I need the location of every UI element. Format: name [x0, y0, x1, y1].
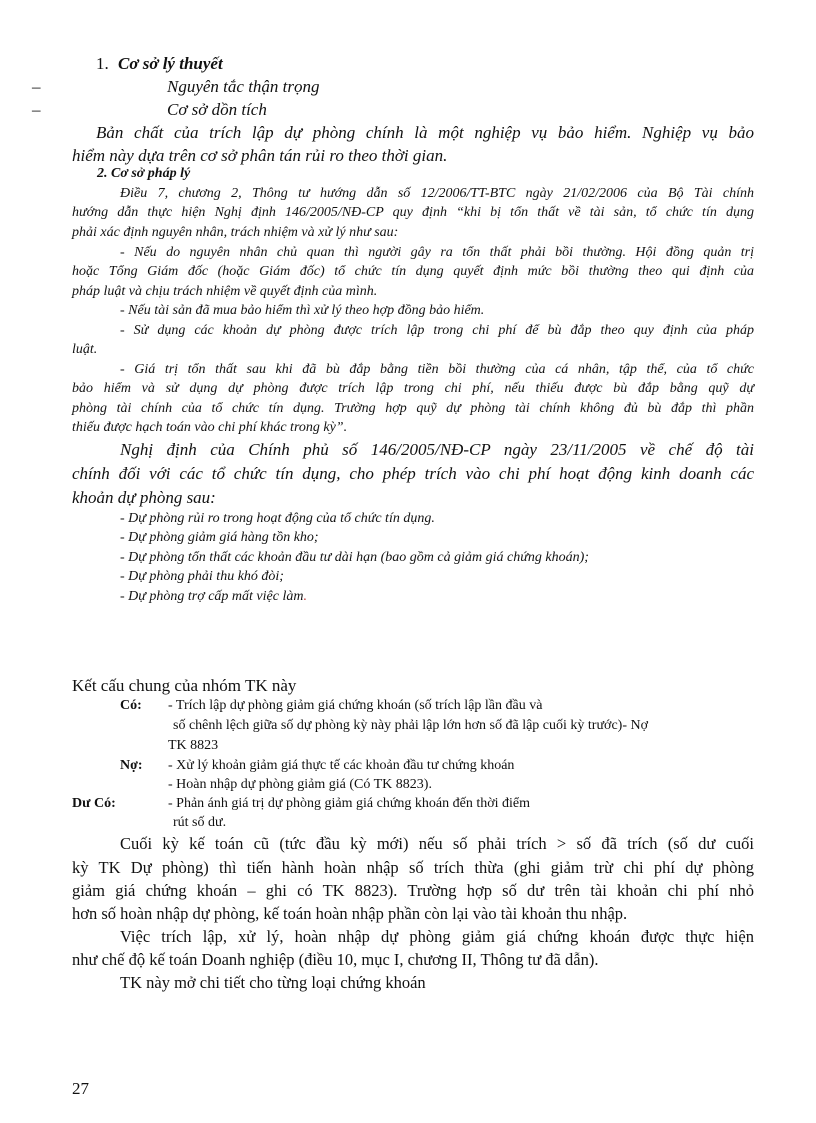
quote-line: - Nếu do nguyên nhân chủ quan thì người gây ra tổn thất phải bồi thường. Hội đồng quản trị: [120, 245, 754, 260]
section-title: Cơ sở lý thuyết: [118, 54, 223, 73]
structure-heading: Kết cấu chung của nhóm TK này: [72, 676, 297, 695]
no-line: - Xử lý khoản giảm giá thực tế các khoản đầu tư chứng khoán: [168, 758, 515, 773]
provision-item: - Dự phòng rủi ro trong hoạt động của tổ chức tín dụng.: [120, 511, 435, 526]
page-number: 27: [72, 1079, 89, 1098]
decree-line: chính đối với các tổ chức tín dụng, cho phép trích vào chi phí hoạt động kinh doanh các: [72, 464, 754, 483]
quote-line: bảo hiểm và sử dụng dự phòng được trích lập trong chi phí, nếu thiếu được bù đắp bằng quỹ dự: [72, 381, 754, 396]
decree-line: Nghị định của Chính phủ số 146/2005/NĐ-CP ngày 23/11/2005 về chế độ tài: [120, 440, 754, 459]
quote-line: luật.: [72, 342, 98, 357]
provision-item: - Dự phòng giảm giá hàng tồn kho;: [120, 530, 319, 545]
quote-line: - Sử dụng các khoản dự phòng được trích lập trong chi phí để bù đắp theo quy định của pháp: [120, 323, 754, 338]
quote-line: Điều 7, chương 2, Thông tư hướng dẫn số 12/2006/TT-BTC ngày 21/02/2006 của Bộ Tài chính: [120, 186, 754, 201]
quote-line: phòng tài chính của tổ chức tín dụng. Trường hợp quỹ dự phòng tài chính không đủ bù đắp thì phần: [72, 401, 754, 416]
co-line: - Trích lập dự phòng giảm giá chứng khoán (số trích lập lần đầu và: [168, 698, 543, 713]
provision-end-period: .: [303, 589, 307, 604]
provision-item: - Dự phòng phải thu khó đòi;: [120, 569, 284, 584]
quote-line: pháp luật và chịu trách nhiệm về quyết định của mình.: [72, 284, 378, 299]
section-number: 1.: [96, 54, 109, 73]
duco-line: rút số dư.: [173, 815, 227, 830]
closing-line: hơn số hoàn nhập dự phòng, kế toán hoàn nhập phần còn lại vào tài khoản thu nhập.: [72, 904, 628, 923]
quote-line: - Nếu tài sản đã mua bảo hiểm thì xử lý theo hợp đồng bảo hiểm.: [120, 303, 485, 318]
closing-line: kỳ TK Dự phòng) thì tiến hành hoàn nhập số trích thừa (ghi giảm trừ chi phí dự phòng: [72, 858, 754, 877]
bullet-text: Nguyên tắc thận trọng: [167, 77, 320, 96]
closing-line: giảm giá chứng khoán – ghi có TK 8823). Trường hợp số dư trên tài khoản chi phí nhỏ: [72, 881, 754, 900]
quote-line: hướng dẫn thực hiện Nghị định 146/2005/NĐ-CP quy định “khi bị tổn thất về tài sản, tổ chức tín dụng: [72, 205, 754, 220]
quote-line: hoặc Tổng Giám đốc (hoặc Giám đốc) tổ chức tín dụng quyết định mức bồi thường theo qui định của: [72, 264, 754, 279]
paragraph-line: hiểm này dựa trên cơ sở phân tán rủi ro theo thời gian.: [72, 146, 448, 165]
closing-line: Việc trích lập, xử lý, hoàn nhập dự phòng giảm giá chứng khoán được thực hiện: [120, 927, 754, 946]
co-line: số chênh lệch giữa số dự phòng kỳ này phải lập lớn hơn số đã lập cuối kỳ trước)- Nợ: [173, 718, 649, 733]
closing-line: như chế độ kế toán Doanh nghiệp (điều 10, mục I, chương II, Thông tư đã dẫn).: [72, 950, 599, 969]
duco-label: Dư Có:: [72, 796, 116, 811]
paragraph-line: Bản chất của trích lập dự phòng chính là một nghiệp vụ bảo hiểm. Nghiệp vụ bảo: [96, 123, 754, 142]
quote-line: thiếu được hạch toán vào chi phí khác trong kỳ”.: [72, 420, 348, 435]
quote-line: - Giá trị tổn thất sau khi đã bù đắp bằng tiền bồi thường của cá nhân, tập thể, của tổ chức: [120, 362, 754, 377]
provision-item: [120, 590, 307, 604]
duco-line: - Phản ánh giá trị dự phòng giảm giá chứng khoán đến thời điểm: [168, 796, 531, 811]
quote-line: phải xác định nguyên nhân, trách nhiệm và xử lý như sau:: [72, 225, 399, 240]
decree-line: khoản dự phòng sau:: [72, 488, 216, 507]
bullet-dash: –: [32, 100, 41, 119]
bullet-text: Cơ sở dồn tích: [167, 100, 267, 119]
no-label: Nợ:: [120, 758, 143, 773]
closing-line: Cuối kỳ kế toán cũ (tức đầu kỳ mới) nếu số phải trích > số đã trích (số dư cuối: [120, 834, 754, 853]
no-line: - Hoàn nhập dự phòng giảm giá (Có TK 8823).: [168, 777, 432, 792]
section-title: 2. Cơ sở pháp lý: [97, 166, 191, 181]
co-label: Có:: [120, 698, 142, 713]
closing-line: TK này mở chi tiết cho từng loại chứng khoán: [120, 973, 426, 992]
provision-text: - Dự phòng trợ cấp mất việc làm: [120, 589, 304, 604]
provision-item: - Dự phòng tổn thất các khoản đầu tư dài hạn (bao gồm cả giảm giá chứng khoán);: [120, 550, 589, 565]
co-line: TK 8823: [168, 738, 219, 753]
bullet-dash: –: [32, 77, 41, 96]
